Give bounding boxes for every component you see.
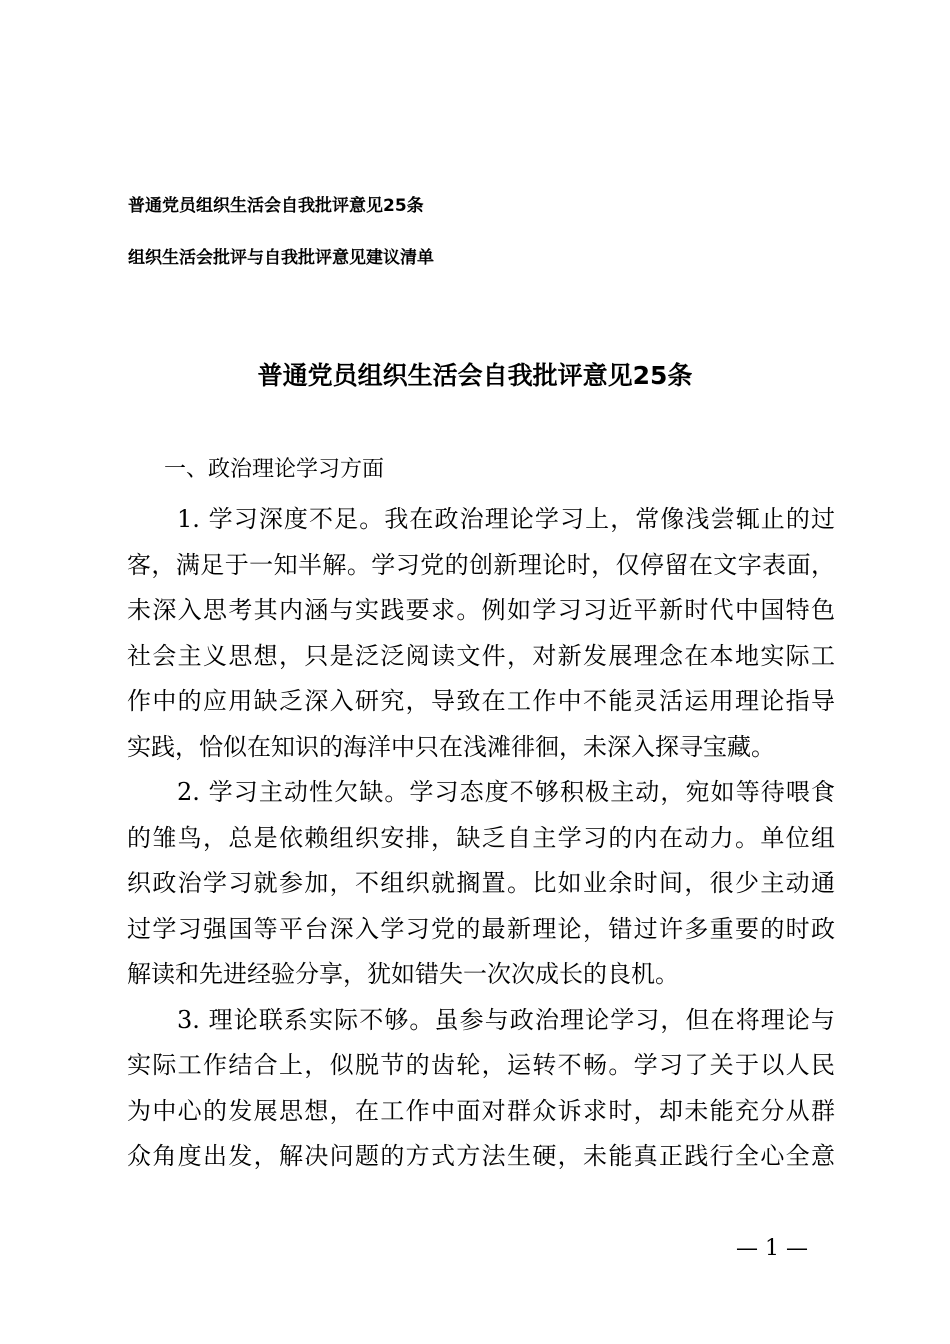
paragraph-line: 未深入思考其内涵与实践要求。例如学习习近平新时代中国特色: [127, 596, 835, 624]
paragraph-line: 2. 学习主动性欠缺。学习态度不够积极主动，宛如等待喂食: [177, 778, 835, 806]
paragraph-line: 实际工作结合上，似脱节的齿轮，运转不畅。学习了关于以人民: [127, 1051, 835, 1079]
paragraph-line: 客，满足于一知半解。学习党的创新理论时，仅停留在文字表面，: [127, 550, 835, 579]
paragraph-line: 织政治学习就参加，不组织就搁置。比如业余时间，很少主动通: [127, 869, 835, 897]
paragraph-line: 过学习强国等平台深入学习党的最新理论，错过许多重要的时政: [127, 914, 835, 943]
body-text: [127, 497, 835, 1180]
paragraph-line: 作中的应用缺乏深入研究，导致在工作中不能灵活运用理论指导: [127, 687, 835, 715]
paragraph-line: 的雏鸟，总是依赖组织安排，缺乏自主学习的内在动力。单位组: [127, 823, 835, 852]
paragraph-line: 为中心的发展思想，在工作中面对群众诉求时，却未能充分从群: [127, 1096, 835, 1125]
paragraph-line: 实践，恰似在知识的海洋中只在浅滩徘徊，未深入探寻宝藏。: [127, 732, 775, 761]
paragraph-line: 众角度出发，解决问题的方式方法生硬，未能真正践行全心全意: [127, 1142, 835, 1170]
document-subtitle-2: 组织生活会批评与自我批评意见建议清单: [128, 248, 434, 268]
page-title: 普通党员组织生活会自我批评意见25条: [257, 361, 693, 390]
paragraph-line: 1. 学习深度不足。我在政治理论学习上，常像浅尝辄止的过: [177, 505, 835, 533]
section-heading: 一、政治理论学习方面: [164, 457, 385, 482]
paragraph-line: 社会主义思想，只是泛泛阅读文件，对新发展理念在本地实际工: [127, 641, 835, 670]
paragraph-line: 解读和先进经验分享，犹如错失一次次成长的良机。: [127, 960, 679, 988]
paragraph-line: 3. 理论联系实际不够。虽参与政治理论学习，但在将理论与: [177, 1005, 835, 1034]
document-subtitle-1: 普通党员组织生活会自我批评意见25条: [128, 196, 424, 216]
page-number: — 1 —: [736, 1236, 808, 1261]
